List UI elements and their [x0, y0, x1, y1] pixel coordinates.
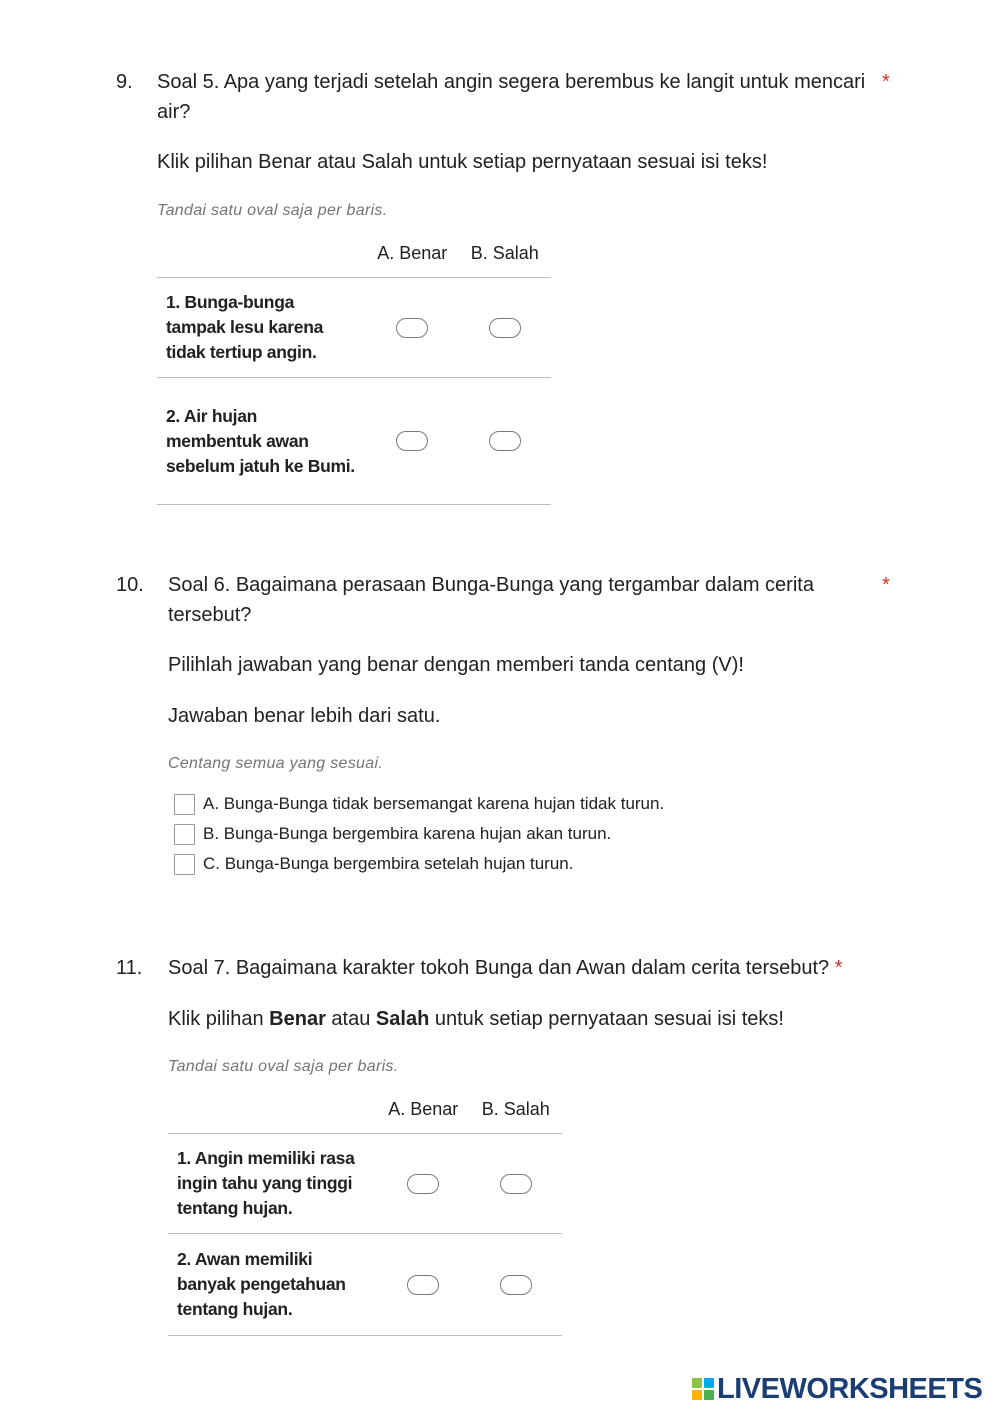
required-asterisk: * [882, 71, 890, 93]
checkbox[interactable] [174, 824, 195, 845]
checkbox[interactable] [174, 794, 195, 815]
question-title-cont: air? [157, 101, 191, 123]
column-header-benar: A. Benar [388, 1099, 459, 1119]
checkbox-option-a[interactable] [174, 789, 664, 819]
grid-row [157, 278, 551, 378]
question-number: 10. [116, 574, 144, 596]
option-label: A. Bunga-Bunga tidak bersemangat karena hujan tidak turun. [203, 794, 665, 813]
checkbox-option-c[interactable] [174, 849, 573, 879]
option-label: B. Bunga-Bunga bergembira karena hujan akan turun. [203, 824, 612, 843]
logo-block-l [692, 1378, 702, 1388]
radio-oval-salah[interactable] [500, 1174, 532, 1194]
option-label: C. Bunga-Bunga bergembira setelah hujan turun. [203, 854, 574, 873]
radio-oval-benar[interactable] [407, 1174, 439, 1194]
logo-block-v [692, 1390, 702, 1400]
radio-oval-benar[interactable] [407, 1275, 439, 1295]
checkbox[interactable] [174, 854, 195, 875]
column-header-salah: B. Salah [481, 1099, 550, 1119]
question-number: 11. [116, 957, 143, 979]
question-title: Soal 7. Bagaimana karakter tokoh Bunga dan Awan dalam cerita tersebut? * [168, 957, 843, 979]
choice-grid [157, 243, 551, 505]
question-number: 9. [116, 71, 133, 93]
question-instruction-2: Jawaban benar lebih dari satu. [168, 705, 441, 727]
required-asterisk: * [882, 574, 890, 596]
choice-grid [168, 1099, 562, 1336]
question-instruction: Pilihlah jawaban yang benar dengan memberi tanda centang (V)! [168, 654, 744, 676]
row-label: 2. Air hujan membentuk awan sebelum jatuh ke Bumi. [157, 378, 366, 505]
logo-block-e [704, 1390, 714, 1400]
required-asterisk: * [834, 957, 843, 979]
grid-row [168, 1134, 562, 1234]
question-instruction: Klik pilihan Benar atau Salah untuk setiap pernyataan sesuai isi teks! [168, 1008, 784, 1030]
question-title-cont: tersebut? [168, 604, 252, 626]
row-label: 2. Awan memiliki banyak pengetahuan tentang hujan. [168, 1234, 377, 1336]
row-label: 1. Bunga-bunga tampak lesu karena tidak tertiup angin. [157, 278, 366, 378]
radio-oval-benar[interactable] [396, 431, 428, 451]
question-hint: Centang semua yang sesuai. [168, 755, 384, 772]
column-header-benar: A. Benar [377, 243, 448, 263]
question-hint: Tandai satu oval saja per baris. [168, 1058, 399, 1075]
column-header-salah: B. Salah [470, 243, 539, 263]
logo-icon [692, 1378, 714, 1400]
radio-oval-salah[interactable] [489, 318, 521, 338]
row-label: 1. Angin memiliki rasa ingin tahu yang tinggi tentang hujan. [168, 1134, 377, 1234]
question-title: Soal 5. Apa yang terjadi setelah angin segera berembus ke langit untuk mencari [157, 71, 866, 93]
question-title: Soal 6. Bagaimana perasaan Bunga-Bunga yang tergambar dalam cerita [168, 574, 814, 596]
question-hint: Tandai satu oval saja per baris. [157, 202, 388, 219]
checkbox-option-b[interactable] [174, 819, 611, 849]
question-instruction: Klik pilihan Benar atau Salah untuk setiap pernyataan sesuai isi teks! [157, 151, 768, 173]
logo-block-i [704, 1378, 714, 1388]
liveworksheets-logo [692, 1374, 982, 1404]
logo-text: LIVEWORKSHEETS [717, 1372, 983, 1405]
radio-oval-salah[interactable] [500, 1275, 532, 1295]
radio-oval-salah[interactable] [489, 431, 521, 451]
radio-oval-benar[interactable] [396, 318, 428, 338]
grid-row [157, 378, 551, 505]
grid-row [168, 1234, 562, 1336]
